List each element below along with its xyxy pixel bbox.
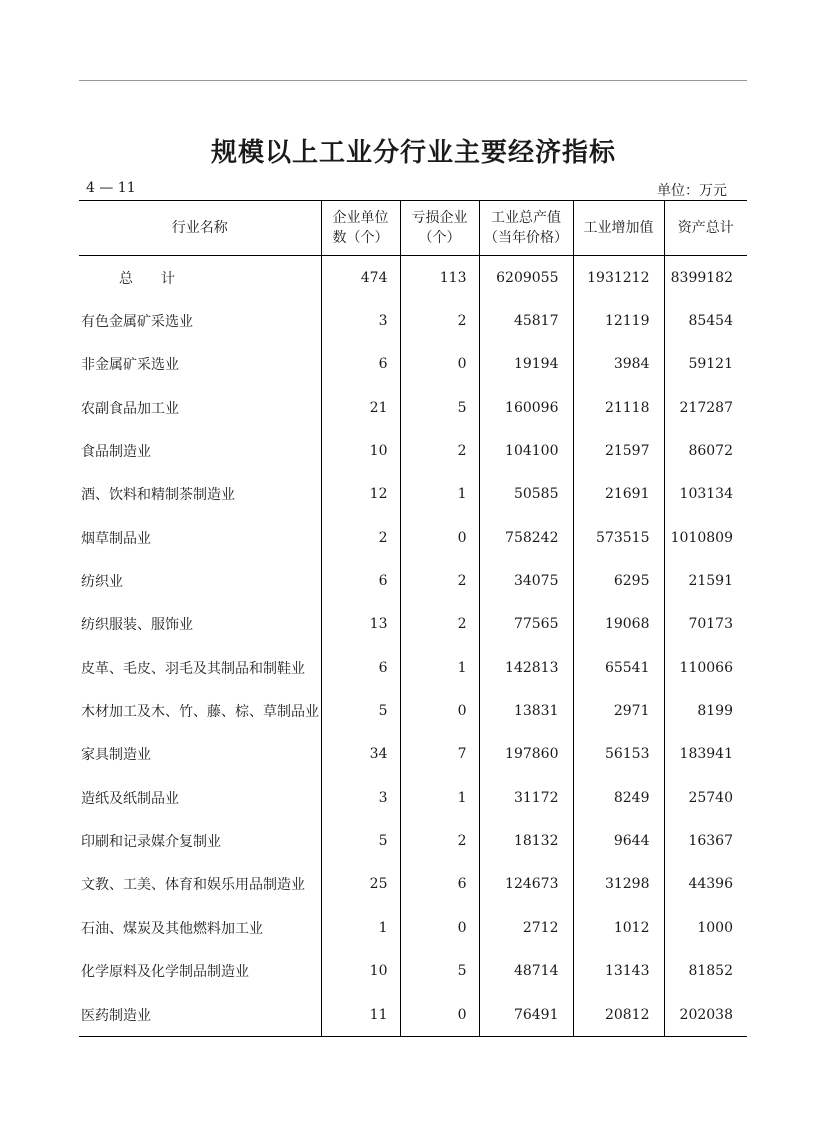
value-added-cell: 13143 [573, 950, 664, 993]
industry-name-cell: 造纸及纸制品业 [81, 790, 179, 807]
loss-enterprises-cell: 1 [400, 646, 479, 689]
industry-name-cell: 食品制造业 [81, 444, 151, 461]
table-row [79, 473, 747, 516]
total-assets-cell: 103134 [664, 473, 747, 516]
header-loss-enterprises: 亏损企业 （个） [400, 201, 479, 256]
table-row [79, 863, 747, 906]
enterprise-count-cell: 10 [321, 950, 400, 993]
total-row [79, 256, 747, 300]
total-assets-cell: 44396 [664, 863, 747, 906]
total-assets-cell: 81852 [664, 950, 747, 993]
gross-output-cell: 2712 [479, 906, 573, 949]
loss-enterprises-cell: 5 [400, 386, 479, 429]
total-assets-cell: 1010809 [664, 516, 747, 559]
enterprise-count-cell: 13 [321, 603, 400, 646]
table-row [79, 906, 747, 949]
industry-name-cell: 医药制造业 [81, 1007, 151, 1024]
value-added-cell: 573515 [573, 516, 664, 559]
industry-name-cell: 印刷和记录媒介复制业 [81, 834, 221, 851]
total-assets-cell: 59121 [664, 343, 747, 386]
loss-enterprises-cell: 2 [400, 299, 479, 342]
total-assets-cell: 16367 [664, 819, 747, 862]
enterprise-count-cell: 21 [321, 386, 400, 429]
industry-name-cell: 石油、煤炭及其他燃料加工业 [81, 920, 263, 937]
loss-enterprises-cell: 0 [400, 993, 479, 1037]
total-assets-cell: 183941 [664, 733, 747, 776]
loss-enterprises-cell: 2 [400, 819, 479, 862]
value-added-cell: 1012 [573, 906, 664, 949]
enterprise-count-cell: 5 [321, 689, 400, 732]
loss-enterprises-cell: 2 [400, 559, 479, 602]
loss-enterprises-cell: 0 [400, 516, 479, 559]
gross-output-cell: 758242 [479, 516, 573, 559]
value-added-cell: 56153 [573, 733, 664, 776]
value-added-cell: 21691 [573, 473, 664, 516]
total-assets-cell: 85454 [664, 299, 747, 342]
total-assets-cell: 8199 [664, 689, 747, 732]
value-added-cell: 20812 [573, 993, 664, 1037]
industry-name-cell: 非金属矿采选业 [81, 357, 179, 374]
enterprise-count-cell: 11 [321, 993, 400, 1037]
gross-output-cell: 160096 [479, 386, 573, 429]
value-added-cell: 2971 [573, 689, 664, 732]
table-row [79, 733, 747, 776]
table-row [79, 646, 747, 689]
industry-name-cell: 酒、饮料和精制茶制造业 [81, 487, 235, 504]
loss-enterprises-cell: 6 [400, 863, 479, 906]
header-enterprise-count: 企业单位 数（个） [321, 201, 400, 256]
enterprise-count-cell: 12 [321, 473, 400, 516]
enterprise-count-cell: 6 [321, 343, 400, 386]
loss-enterprises-cell: 2 [400, 429, 479, 472]
loss-enterprises-cell: 0 [400, 689, 479, 732]
gross-output-cell: 50585 [479, 473, 573, 516]
gross-output-cell: 18132 [479, 819, 573, 862]
gross-output-cell: 34075 [479, 559, 573, 602]
gross-output-cell: 6209055 [479, 256, 573, 300]
table-number: 4 — 11 [86, 180, 136, 196]
enterprise-count-cell: 1 [321, 906, 400, 949]
loss-enterprises-cell: 5 [400, 950, 479, 993]
gross-output-cell: 197860 [479, 733, 573, 776]
loss-enterprises-cell: 1 [400, 776, 479, 819]
industry-name-cell: 文教、工美、体育和娱乐用品制造业 [81, 877, 305, 894]
enterprise-count-cell: 10 [321, 429, 400, 472]
table-row [79, 776, 747, 819]
table-row [79, 950, 747, 993]
loss-enterprises-cell: 113 [400, 256, 479, 300]
gross-output-cell: 76491 [479, 993, 573, 1037]
total-assets-cell: 21591 [664, 559, 747, 602]
enterprise-count-cell: 3 [321, 776, 400, 819]
value-added-cell: 12119 [573, 299, 664, 342]
table-row [79, 343, 747, 386]
enterprise-count-cell: 6 [321, 559, 400, 602]
industry-name-cell: 烟草制品业 [81, 530, 151, 547]
table-row [79, 386, 747, 429]
enterprise-count-cell: 5 [321, 819, 400, 862]
table-row [79, 299, 747, 342]
gross-output-cell: 31172 [479, 776, 573, 819]
gross-output-cell: 45817 [479, 299, 573, 342]
page-title: 规模以上工业分行业主要经济指标 [210, 138, 616, 168]
industry-name-cell: 木材加工及木、竹、藤、棕、草制品业 [81, 704, 319, 721]
indicator-table [79, 200, 747, 1037]
value-added-cell: 1931212 [573, 256, 664, 300]
enterprise-count-cell: 34 [321, 733, 400, 776]
table-row [79, 603, 747, 646]
table-row [79, 689, 747, 732]
industry-name-cell: 有色金属矿采选业 [81, 314, 193, 331]
industry-name-cell: 纺织业 [81, 574, 123, 591]
total-assets-cell: 217287 [664, 386, 747, 429]
table-row [79, 819, 747, 862]
industry-name-cell: 化学原料及化学制品制造业 [81, 964, 249, 981]
header-total-assets: 资产总计 [664, 201, 747, 256]
industry-name-cell: 家具制造业 [81, 747, 151, 764]
total-assets-cell: 86072 [664, 429, 747, 472]
value-added-cell: 21118 [573, 386, 664, 429]
value-added-cell: 3984 [573, 343, 664, 386]
value-added-cell: 19068 [573, 603, 664, 646]
industry-name-cell: 皮革、毛皮、羽毛及其制品和制鞋业 [81, 660, 305, 677]
gross-output-cell: 124673 [479, 863, 573, 906]
gross-output-cell: 77565 [479, 603, 573, 646]
gross-output-cell: 48714 [479, 950, 573, 993]
loss-enterprises-cell: 0 [400, 906, 479, 949]
value-added-cell: 9644 [573, 819, 664, 862]
enterprise-count-cell: 474 [321, 256, 400, 300]
total-assets-cell: 70173 [664, 603, 747, 646]
value-added-cell: 31298 [573, 863, 664, 906]
gross-output-cell: 19194 [479, 343, 573, 386]
table-row [79, 993, 747, 1037]
value-added-cell: 65541 [573, 646, 664, 689]
industry-name-cell: 农副食品加工业 [81, 400, 179, 417]
loss-enterprises-cell: 1 [400, 473, 479, 516]
enterprise-count-cell: 25 [321, 863, 400, 906]
header-industry-name: 行业名称 [79, 201, 321, 256]
loss-enterprises-cell: 7 [400, 733, 479, 776]
enterprise-count-cell: 2 [321, 516, 400, 559]
header-gross-output: 工业总产值 （当年价格） [479, 201, 573, 256]
top-rule [79, 80, 747, 81]
header-value-added: 工业增加值 [573, 201, 664, 256]
table-row [79, 429, 747, 472]
enterprise-count-cell: 6 [321, 646, 400, 689]
industry-name-cell: 纺织服装、服饰业 [81, 617, 193, 634]
value-added-cell: 8249 [573, 776, 664, 819]
gross-output-cell: 13831 [479, 689, 573, 732]
table-row [79, 559, 747, 602]
gross-output-cell: 104100 [479, 429, 573, 472]
header-row [79, 201, 747, 256]
total-assets-cell: 8399182 [664, 256, 747, 300]
total-assets-cell: 110066 [664, 646, 747, 689]
total-assets-cell: 202038 [664, 993, 747, 1037]
total-assets-cell: 25740 [664, 776, 747, 819]
gross-output-cell: 142813 [479, 646, 573, 689]
unit-label: 单位：万元 [657, 183, 727, 199]
total-assets-cell: 1000 [664, 906, 747, 949]
loss-enterprises-cell: 2 [400, 603, 479, 646]
enterprise-count-cell: 3 [321, 299, 400, 342]
value-added-cell: 21597 [573, 429, 664, 472]
industry-name-cell: 总 计 [119, 270, 175, 287]
table-row [79, 516, 747, 559]
value-added-cell: 6295 [573, 559, 664, 602]
loss-enterprises-cell: 0 [400, 343, 479, 386]
